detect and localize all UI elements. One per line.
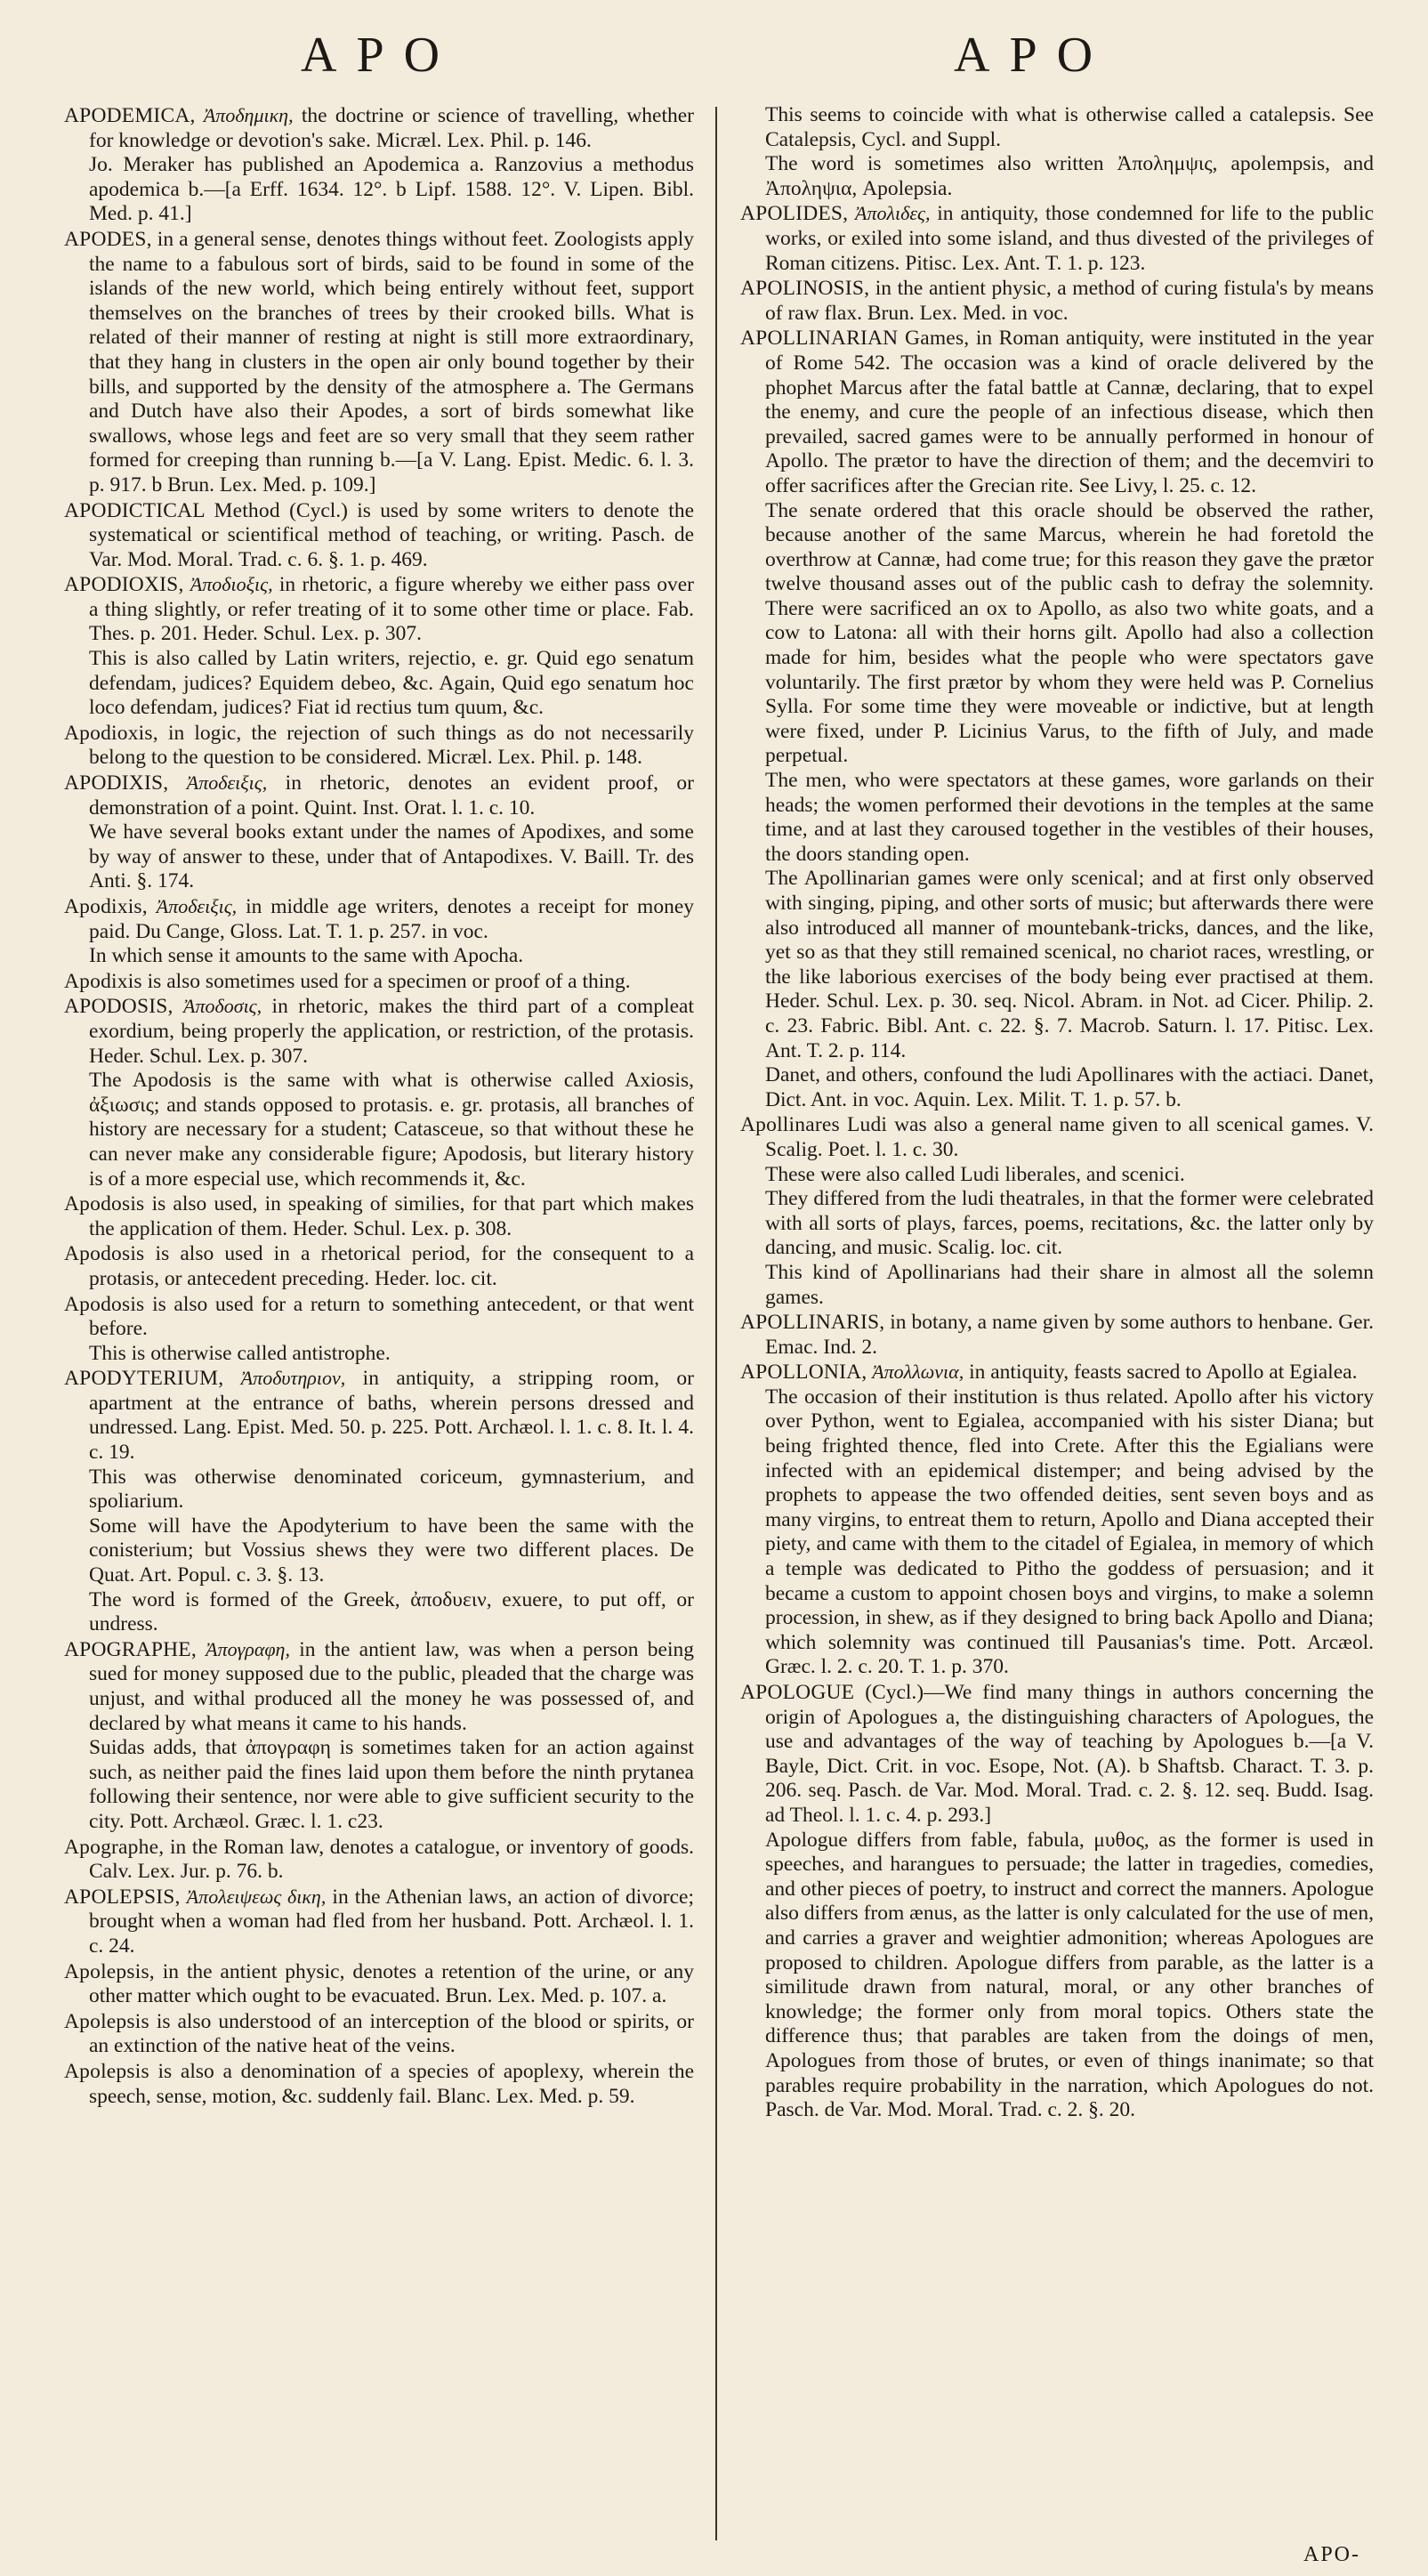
dictionary-entry: [64, 227, 694, 498]
greek-form: Ἀπολλωνια,: [872, 1361, 964, 1384]
entry-paragraph: [740, 867, 1374, 1063]
entry-text: in rhetoric, a figure whereby we either pass over a thing slightly, or refer treating of it to some other time or place. Fab. Thes. p. 201. Heder. Schul. Lex. p. 307.: [89, 573, 695, 646]
headword: Apolepsis,: [64, 1959, 155, 1983]
dictionary-entry: [64, 1885, 694, 1959]
entry-text: is also understood of an interception of the blood or spirits, or an extinction of the native heat of the veins.: [89, 2009, 694, 2058]
dictionary-entry: [64, 103, 694, 153]
right-column: [740, 103, 1374, 2123]
dictionary-entry: [64, 894, 694, 944]
entry-text: This is otherwise called antistrophe.: [89, 1341, 391, 1365]
entry-text: was also a general name given to all scenical games. V. Scalig. Poet. l. 1. c. 30.: [765, 1113, 1374, 1161]
dictionary-entry: [64, 2059, 694, 2109]
entry-text: The Apodosis is the same with what is otherwise called Axiosis, ἀξιωσις; and stands opposed to protasis. e. gr. protasis, all branches of history are necessary for a student; Catasceue, so that without these he can never make any considerable figure; Apodosis, but literary history is of a more especial use, which recommends it, &c.: [89, 1069, 694, 1191]
dictionary-entry: [64, 1292, 694, 1342]
headword: APOLEPSIS,: [64, 1885, 181, 1909]
entry-paragraph: [64, 1466, 694, 1514]
entry-text: This kind of Apollinarians had their share in almost all the solemn games.: [765, 1260, 1374, 1309]
headword: APODICTICAL Method: [64, 498, 280, 522]
entry-paragraph: [64, 820, 694, 894]
entry-text: The word is formed of the Greek, ἀποδυειν, exuere, to put off, or undress.: [89, 1587, 694, 1636]
entry-text: in Roman antiquity, were instituted in the year of Rome 542. The occasion was a kind of oracle delivered by the phophet Marcus after the fatal battle at Cannæ, declaring, that to expel the enemy, and cure the people of an infectious disease, which then prevailed, sacred games were to be annually performed in honour of Apollo. The prætor to have the direction of them; and the decemviri to offer sacrifices after the Grecian rite. See Livy, l. 25. c. 12.: [765, 327, 1374, 497]
dictionary-entry: [64, 721, 694, 771]
entry-text: in middle age writers, denotes a receipt for money paid. Du Cange, Gloss. Lat. T. 1. p. 257. in voc.: [89, 895, 694, 943]
dictionary-entry: [740, 1112, 1374, 1162]
entry-paragraph: [64, 153, 694, 227]
running-header: [0, 27, 1428, 89]
dictionary-entry: [64, 1191, 694, 1241]
entry-paragraph: [740, 1385, 1374, 1680]
entry-text: (Cycl.) is used by some writers to denote the systematical or scientifical method of teaching, or writing. Pasch. de Var. Mod. Moral. Trad. c. 6. §. 1. p. 469.: [89, 498, 695, 571]
greek-form: Ἀποδειξις,: [156, 895, 238, 917]
entry-paragraph: [740, 103, 1374, 152]
headword: Apodixis: [64, 969, 142, 993]
entry-text: in rhetoric, makes the third part of a compleat exordium, being properly the application, or restriction, of the protasis. Heder. Schul. Lex. p. 307.: [89, 995, 695, 1068]
dictionary-entry: [740, 326, 1374, 498]
entry-text: is also used for a return to something antecedent, or that went before.: [89, 1292, 694, 1341]
entry-paragraph: [64, 647, 694, 721]
entry-text: The occasion of their institution is thus related. Apollo after his victory over Python, went to Egialea, accompanied with his sister Diana; but being frighted thence, fled into Crete. After this the Egialians were infected with an epidemical distemper; and being advised by the prophets to appease the two offended deities, sent seven boys and as many virgins, to entreat them to return, Apollo and Diana accepted their piety, and came with them to the citadel of Egialea, in memory of which a temple was dedicated to Pitho the goddess of persuasion; and it became a custom to appoint chosen boys and virgins, to make a solemn procession, in shew, as if they designed to bring back Apollo and Diana; which solemnity was continued till Pausanias's time. Pott. Arcæol. Græc. l. 2. c. 20. T. 1. p. 370.: [765, 1385, 1374, 1679]
entry-text: in antiquity, feasts sacred to Apollo at Egialea.: [969, 1361, 1358, 1385]
dictionary-entry: [64, 572, 694, 647]
dictionary-entry: [64, 1241, 694, 1291]
greek-form: Ἀπογραφη,: [206, 1637, 290, 1660]
entry-text: Jo. Meraker has published an Apodemica a. Ranzovius a methodus apodemica b.—[a Erff. 1634. 12°. b Lipf. 1588. 12°. V. Lipen. Bibl. Med. p. 41.]: [89, 153, 694, 226]
entry-text: This was otherwise denominated coriceum, gymnasterium, and spoliarium.: [89, 1465, 694, 1514]
entry-text: We have several books extant under the names of Apodixes, and some by way of answer to these, under that of Antapodixes. V. Baill. Tr. des Anti. §. 174.: [89, 820, 694, 893]
headword: APOLOGUE: [740, 1681, 855, 1704]
entry-text: in the Athenian laws, an action of divorce; brought when a woman had fled from her husband. Pott. Archæol. l. 1. c. 24.: [89, 1885, 695, 1958]
dictionary-entry: [740, 1360, 1374, 1385]
running-head-left: APO: [301, 28, 460, 83]
entry-text: in the antient physic, denotes a retention of the urine, or any other matter which ought to be evacuated. Brun. Lex. Med. p. 107. a.: [89, 1959, 695, 2008]
dictionary-entry: [740, 276, 1374, 326]
dictionary-entry: [64, 771, 694, 820]
entry-paragraph: [740, 152, 1374, 201]
entry-text: This seems to coincide with what is otherwise called a catalepsis. See Catalepsis, Cycl. and Suppl.: [765, 103, 1374, 151]
headword: APODIXIS,: [64, 771, 169, 795]
headword: APOGRAPHE,: [64, 1637, 197, 1661]
headword: APOLLINARIS,: [740, 1311, 885, 1335]
entry-text: In which sense it amounts to the same with Apocha.: [89, 944, 524, 968]
entry-paragraph: [64, 1069, 694, 1191]
dictionary-entry: [740, 1680, 1374, 1829]
entry-text: Danet, and others, confound the ludi Apollinares with the actiaci. Danet, Dict. Ant. in voc. Aquin. Lex. Milit. T. 1. p. 57. b.: [765, 1063, 1374, 1111]
headword: APOLLINARIAN Games,: [740, 327, 970, 351]
entry-text: is also a denomination of a species of apoplexy, wherein the speech, sense, motion, &c. suddenly fail. Blanc. Lex. Med. p. 59.: [89, 2059, 695, 2108]
left-column: [64, 103, 694, 2109]
entry-paragraph: [740, 1187, 1374, 1261]
greek-form: Ἀποδιοξις,: [190, 573, 273, 596]
dictionary-entry: [740, 201, 1374, 276]
dictionary-entry: [64, 1637, 694, 1736]
entry-text: in a general sense, denotes things without feet. Zoologists apply the name to a fabulous sort of birds, said to be found in some of the islands of the new world, which being entirely without feet, support themselves on the branches of trees by their crooked bills. What is related of their manner of resting at night is still more extraordinary, that they hang in clusters in the open air only bound together by their bills, and supported by the density of the atmosphere a. The Germans and Dutch have also their Apodes, a sort of birds somewhat like swallows, whose legs and feet are so very small that they seem rather formed for creeping than running b.—[a V. Lang. Epist. Medic. 6. l. 3. p. 917. b Brun. Lex. Med. p. 109.]: [89, 227, 694, 497]
headword: APOLLONIA,: [740, 1361, 867, 1385]
entry-paragraph: [64, 1736, 694, 1834]
headword: APODES,: [64, 227, 152, 251]
greek-form: Ἀποδυτηριον,: [240, 1367, 346, 1390]
entry-text: Some will have the Apodyterium to have been the same with the conisterium; but Vossius shews they were two different places. De Quat. Art. Popul. c. 3. §. 13.: [89, 1514, 694, 1587]
entry-text: is also used, in speaking of similies, for that part which makes the application of them. Heder. Schul. Lex. p. 308.: [89, 1192, 694, 1240]
entry-text: in the antient law, was when a person being sued for money supposed due to the public, pleaded that the charge was unjust, and withal produced all the money he was possessed of, and declared by what means it came to his hands.: [89, 1637, 694, 1735]
entry-text: The men, who were spectators at these games, wore garlands on their heads; the women performed their devotions in the temples at the same time, and at last they caroused together in the vestibles of their houses, the doors standing open.: [765, 769, 1374, 866]
entry-text: These were also called Ludi liberales, and scenici.: [765, 1162, 1185, 1186]
headword: APODIOXIS,: [64, 573, 184, 597]
greek-form: Ἀπολειψεως δικη,: [186, 1885, 327, 1908]
entry-text: They differed from the ludi theatrales, in that the former were celebrated with all sorts of plays, farces, poems, recitations, &c. the latter only by dancing, and music. Scalig. loc. cit.: [765, 1187, 1374, 1260]
headword: Apodosis: [64, 1242, 145, 1266]
entry-text: in the Roman law, denotes a catalogue, or inventory of goods. Calv. Lex. Jur. p. 76. b.: [89, 1835, 694, 1884]
headword: Apollinares Ludi: [740, 1113, 888, 1137]
greek-form: Ἀποδοσις,: [183, 995, 262, 1018]
entry-paragraph: [740, 1163, 1374, 1188]
headword: APOLIDES,: [740, 202, 849, 226]
entry-paragraph: [64, 1588, 694, 1637]
headword: Apolepsis: [64, 2009, 149, 2033]
entry-text: (Cycl.)—We find many things in authors concerning the origin of Apologues a, the distinguishing characters of Apologues, the use and advantages of the way of teaching by Apologues b.—[a V. Bayle, Dict. Crit. in voc. Esope, Not. (A). b Shaftsb. Charact. T. 3. p. 206. seq. Pasch. de Var. Mod. Moral. Trad. c. 2. §. 12. seq. Budd. Isag. ad Theol. l. 1. c. 4. p. 293.]: [765, 1681, 1374, 1827]
headword: Apographe,: [64, 1835, 165, 1859]
dictionary-entry: [64, 498, 694, 573]
entry-text: in the antient physic, a method of curing fistula's by means of raw flax. Brun. Lex. Med. in voc.: [765, 277, 1374, 325]
catchword: APO-: [1303, 2543, 1361, 2566]
headword: APODOSIS,: [64, 995, 173, 1019]
entry-text: is also used in a rhetorical period, for the consequent to a protasis, or antecedent preceding. Heder. loc. cit.: [89, 1242, 694, 1290]
entry-text: in logic, the rejection of such things as do not necessarily belong to the question to be considered. Micræl. Lex. Phil. p. 148.: [89, 721, 694, 770]
entry-text: Suidas adds, that ἀπογραφη is sometimes taken for an action against such, as neither paid the fines laid upon them before the ninth prytanea following their sentence, nor were able to give sufficient security to the city. Pott. Archæol. Græc. l. 1. c23.: [89, 1736, 694, 1833]
headword: Apodosis: [64, 1292, 145, 1316]
headword: APODYTERIUM,: [64, 1367, 224, 1391]
headword: APODEMICA,: [64, 104, 196, 127]
entry-text: The word is sometimes also written Ἀπολημψις, apolempsis, and Ἀποληψια, Apolepsia.: [765, 152, 1374, 200]
column-rule: [715, 107, 717, 2540]
greek-form: Ἀπολιδες,: [855, 202, 931, 225]
running-head-right: APO: [954, 28, 1113, 83]
entry-paragraph: [740, 769, 1374, 867]
headword: Apodosis: [64, 1192, 145, 1216]
entry-paragraph: [740, 1063, 1374, 1112]
dictionary-entry: [64, 969, 694, 995]
dictionary-entry: [64, 1959, 694, 2009]
entry-paragraph: [64, 944, 694, 969]
greek-form: Ἀποδημικη,: [203, 104, 294, 126]
entry-paragraph: [740, 1829, 1374, 2123]
headword: Apolepsis: [64, 2059, 149, 2083]
entry-text: in botany, a name given by some authors to henbane. Ger. Emac. Ind. 2.: [765, 1311, 1375, 1359]
entry-text: the doctrine or science of travelling, whether for knowledge or devotion's sake. Micræl. Lex. Phil. p. 146.: [89, 104, 695, 152]
entry-text: in antiquity, those condemned for life to the public works, or exiled into some island, and thus divested of the privileges of Roman citizens. Pitisc. Lex. Ant. T. 1. p. 123.: [765, 202, 1375, 275]
headword: Apodioxis,: [64, 721, 158, 745]
entry-text: Apologue differs from fable, fabula, μυθος, as the former is used in speeches, and harangues to persuade; the latter in tragedies, comedies, and other pieces of poetry, to instruct and correct the manners. Apologue also differs from ænus, as the latter is only calculated for the use of men, and carries a graver and weightier admonition; whereas Apologues are proposed to children. Apologue differs from parable, as the latter is a similitude drawn from natural, moral, or any other branches of knowledge; the former only from moral topics. Others state the difference thus; that parables are taken from the doings of men, Apologues from those of brutes, or even of things inanimate; so that parables require probability in the narration, which Apologues do not. Pasch. de Var. Mod. Moral. Trad. c. 2. §. 20.: [765, 1828, 1374, 2122]
entry-paragraph: [740, 499, 1374, 770]
dictionary-entry: [64, 2009, 694, 2059]
headword: Apodixis,: [64, 895, 148, 918]
entry-text: in rhetoric, denotes an evident proof, or demonstration of a point. Quint. Inst. Orat. l. 1. c. 10.: [89, 771, 694, 820]
dictionary-entry: [64, 1366, 694, 1465]
entry-paragraph: [64, 1342, 694, 1367]
dictionary-entry: [64, 1835, 694, 1885]
dictionary-entry: [740, 1310, 1374, 1360]
entry-text: is also sometimes used for a specimen or proof of a thing.: [147, 969, 631, 993]
entry-paragraph: [64, 1514, 694, 1588]
greek-form: Ἀποδειξις,: [186, 771, 268, 795]
entry-paragraph: [740, 1261, 1374, 1310]
entry-text: The Apollinarian games were only scenical; and at first only observed with singing, piping, and other sorts of music; but afterwards there were also introduced all manner of mountebank-tricks, dances, and the like, yet so as that they still remained scenical, no chariot races, wrestling, or the like laborious exercises of the body being ever practised at them. Heder. Schul. Lex. p. 30. seq. Nicol. Abram. in Not. ad Cicer. Philip. 2. c. 23. Fabric. Bibl. Ant. c. 22. §. 7. Macrob. Saturn. l. 17. Pitisc. Lex. Ant. T. 2. p. 114.: [765, 867, 1374, 1062]
dictionary-entry: [64, 994, 694, 1069]
entry-text: The senate ordered that this oracle should be observed the rather, because another of the same Marcus, wherein he had foretold the overthrow at Cannæ, had come true; for this reason they gave the prætor twelve thousand asses out of the public cash to defray the solemnity. There were sacrificed an ox to Apollo, as also two white goats, and a cow to Latona: all with their horns gilt. Apollo had also a collection made for him, besides what the people who were spectators gave voluntarily. The first prætor by whom they were held was P. Cornelius Sylla. For some time they were moveable or indictive, but at length were fixed, under P. Licinius Varus, to the fifth of July, and made perpetual.: [765, 498, 1374, 768]
entry-text: in antiquity, a stripping room, or apartment at the entrance of baths, wherein persons dressed and undressed. Lang. Epist. Med. 50. p. 225. Pott. Archæol. l. 1. c. 8. It. l. 4. c. 19.: [89, 1367, 694, 1465]
headword: APOLINOSIS,: [740, 277, 870, 301]
entry-text: This is also called by Latin writers, rejectio, e. gr. Quid ego senatum defendam, judices? Equidem debeo, &c. Again, Quid ego senatum hoc loco defendam, judices? Fiat id rectius tum quum, &c.: [89, 647, 694, 720]
